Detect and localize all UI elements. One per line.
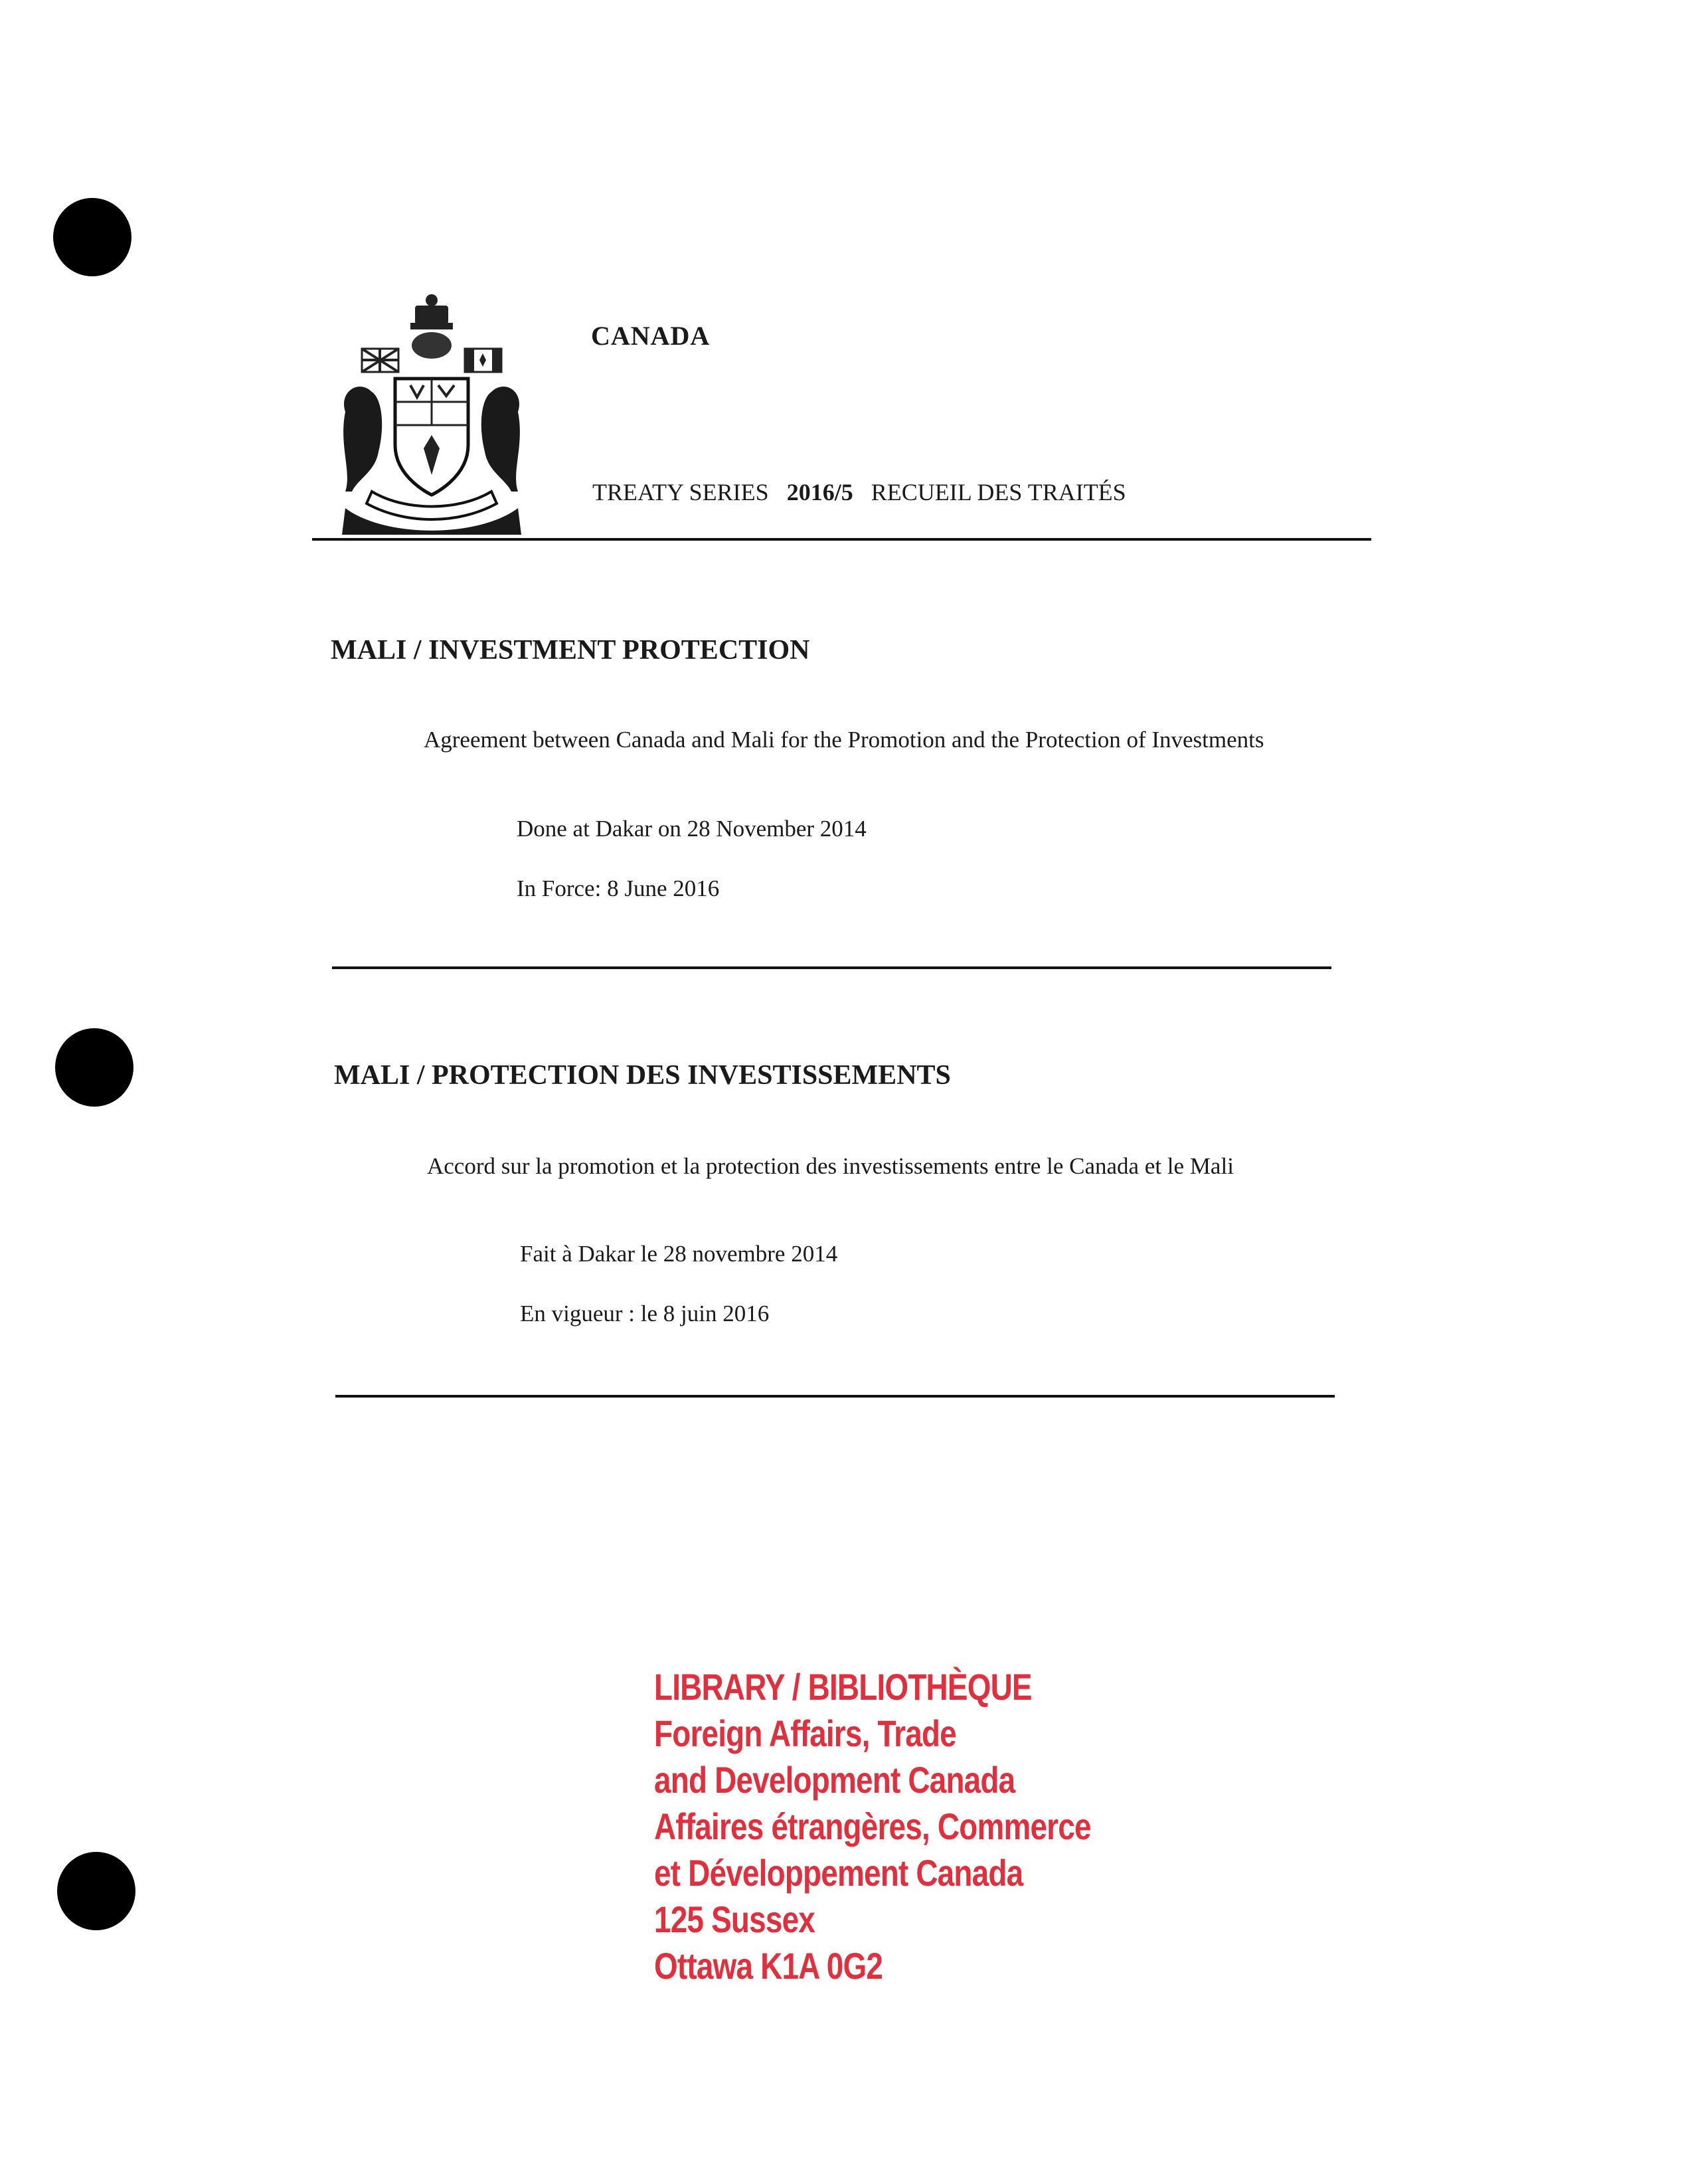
- stamp-line: and Development Canada: [654, 1759, 1015, 1801]
- stamp-line: et Développement Canada: [654, 1852, 1023, 1894]
- stamp-line: Ottawa K1A 0G2: [654, 1945, 883, 1987]
- french-heading: MALI / PROTECTION DES INVESTISSEMENTS: [334, 1060, 951, 1091]
- stamp-line: Affaires étrangères, Commerce: [654, 1805, 1091, 1847]
- french-divider: [335, 1395, 1335, 1398]
- french-done-date: Fait à Dakar le 28 novembre 2014: [520, 1241, 838, 1267]
- punch-hole-bottom: [57, 1852, 135, 1930]
- treaty-series-line: [592, 478, 1126, 506]
- english-description: Agreement between Canada and Mali for the Promotion and the Protection of Investments: [424, 727, 1264, 753]
- series-label-en: TREATY SERIES: [592, 479, 769, 505]
- english-in-force: In Force: 8 June 2016: [517, 875, 720, 901]
- stamp-line: 125 Sussex: [654, 1898, 815, 1940]
- library-stamp: [654, 1664, 1091, 1989]
- punch-hole-middle: [55, 1028, 133, 1107]
- english-divider: [332, 966, 1331, 969]
- series-label-fr: RECUEIL DES TRAITÉS: [871, 479, 1126, 505]
- crown-icon: [410, 294, 453, 329]
- header-rule: [312, 538, 1371, 541]
- french-description: Accord sur la promotion et la protection des investissements entre le Canada et le Mali: [427, 1153, 1234, 1179]
- stamp-line: LIBRARY / BIBLIOTHÈQUE: [654, 1666, 1032, 1708]
- punch-hole-top: [53, 198, 131, 276]
- stamp-line: Foreign Affairs, Trade: [654, 1712, 956, 1754]
- english-done-date: Done at Dakar on 28 November 2014: [517, 816, 867, 842]
- series-number: 2016/5: [786, 479, 853, 505]
- coat-of-arms-emblem: [332, 292, 531, 538]
- country-title: CANADA: [591, 321, 711, 351]
- english-heading: MALI / INVESTMENT PROTECTION: [331, 635, 810, 666]
- french-in-force: En vigueur : le 8 juin 2016: [520, 1301, 770, 1326]
